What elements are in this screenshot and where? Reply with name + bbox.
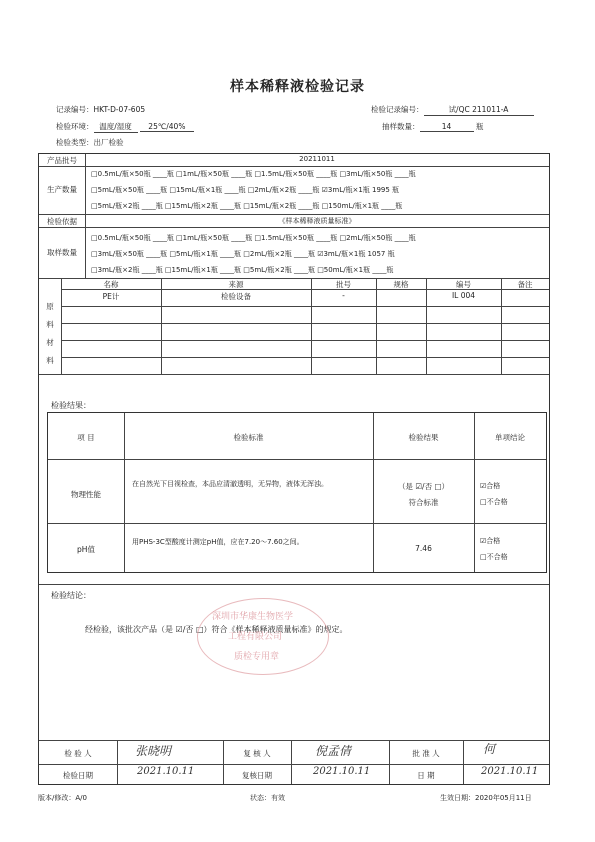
- result-item: 物理性能: [71, 490, 101, 499]
- materials-header-spec: 规格: [393, 280, 409, 289]
- materials-header-name: 名称: [103, 280, 119, 289]
- quality-seal: [197, 598, 329, 675]
- batch-label: 产品批号: [47, 156, 77, 165]
- approve-date-label: 日 期: [417, 771, 435, 780]
- page-title: 样本稀释液检验记录: [230, 79, 365, 95]
- sampling-quantity-row: [39, 227, 549, 279]
- materials-side-label: 原料材料: [46, 302, 54, 365]
- reviewer-label: 复 核 人: [243, 749, 271, 758]
- production-quantity-line: □0.5mL/瓶×50瓶 ____瓶 □1mL/瓶×50瓶 ____瓶 □1.5mL/瓶×50瓶 ____瓶 □3mL/瓶×50瓶 ____瓶: [91, 170, 416, 178]
- materials-header-source: 来源: [228, 280, 244, 289]
- result-conclusion-fail: □不合格: [480, 498, 508, 506]
- results-label: 检验结果：: [51, 401, 91, 410]
- sheet-number: [371, 104, 534, 116]
- result-value: （是 ☑/否 □）: [397, 482, 450, 491]
- materials-cell-source: 检验设备: [221, 292, 251, 301]
- result-standard: 用PHS-3C型酸度计测定pH值，应在7.20～7.60之间。: [132, 538, 304, 546]
- seal-text: 质检专用章: [234, 652, 280, 662]
- sampling-quantity-line: □0.5mL/瓶×50瓶 ____瓶 □1mL/瓶×50瓶 ____瓶 □1.5mL/瓶×50瓶 ____瓶 □2mL/瓶×50瓶 ____瓶: [91, 234, 416, 242]
- result-conclusion-pass: ☑合格: [480, 537, 501, 545]
- sampling-quantity-line: □3mL/瓶×2瓶 ____瓶 □15mL/瓶×1瓶 ____瓶 □5mL/瓶×2瓶 ____瓶 □50mL/瓶×1瓶 ____瓶: [91, 266, 394, 274]
- results-header-conclusion: 单项结论: [495, 433, 525, 442]
- results-header-result: 检验结果: [408, 433, 439, 442]
- materials-header-number: 编号: [456, 280, 471, 289]
- production-quantity-line: □5mL/瓶×2瓶 ____瓶 □15mL/瓶×2瓶 ____瓶 □15mL/瓶×2瓶 ____瓶 □150mL/瓶×1瓶 ____瓶: [91, 202, 403, 210]
- footer-status: 状态：有效: [250, 794, 285, 802]
- sample-quantity: [382, 121, 483, 132]
- record-number: [56, 104, 145, 115]
- sheet-number-label: 检验记录编号：: [371, 105, 424, 114]
- record-sheet: [38, 153, 550, 785]
- batch-value: 20211011: [299, 155, 335, 163]
- inspect-date-label: 检验日期: [63, 771, 93, 780]
- materials-cell-name: PE计: [102, 292, 120, 301]
- environment: [56, 121, 194, 133]
- materials-cell-batch: -: [342, 291, 345, 300]
- inspection-type-value: 出厂检验: [93, 138, 124, 147]
- production-quantity-row: [39, 166, 549, 215]
- review-date-label: 复核日期: [242, 771, 272, 780]
- basis-label: 检验依据: [47, 217, 77, 226]
- seal-text: 工程有限公司: [228, 632, 283, 642]
- environment-sub-label: 温度/湿度: [94, 121, 138, 133]
- materials-section: [39, 278, 549, 375]
- sheet-number-value: 试/QC 211011-A: [424, 104, 534, 116]
- results-header-item: 项 目: [77, 433, 95, 442]
- inspection-type: [56, 137, 124, 148]
- footer-effective-date: 生效日期：2020年05月11日: [440, 794, 532, 802]
- materials-header-remark: 备注: [517, 280, 533, 289]
- approve-date: 2021.10.11: [481, 766, 539, 777]
- materials-header-batch: 批号: [336, 280, 351, 289]
- inspector-label: 检 验 人: [64, 749, 92, 758]
- approver-label: 批 准 人: [412, 749, 440, 758]
- inspect-date: 2021.10.11: [137, 766, 195, 777]
- results-header-standard: 检验标准: [233, 433, 264, 442]
- results-table: [47, 412, 547, 573]
- environment-value: 25℃/40%: [140, 122, 194, 132]
- result-value: 7.46: [415, 544, 432, 553]
- materials-cell-number: IL 004: [451, 291, 476, 300]
- production-quantity-line: □5mL/瓶×50瓶 ____瓶 □15mL/瓶×1瓶 ____瓶 □2mL/瓶×2瓶 ____瓶 ☑3mL/瓶×1瓶 1995 瓶: [91, 186, 400, 194]
- result-item: pH值: [77, 545, 95, 554]
- result-value-note: 符合标准: [408, 498, 439, 507]
- review-date: 2021.10.11: [313, 766, 371, 777]
- sampling-quantity-label: 取样数量: [47, 248, 77, 257]
- result-conclusion-pass: ☑合格: [480, 482, 501, 490]
- inspector-signature: 张晓明: [135, 744, 172, 758]
- conclusion-text: 经检验，该批次产品（是 ☑/否 □）符合《样本稀释液质量标准》的规定。: [85, 625, 348, 634]
- result-conclusion-fail: □不合格: [480, 553, 508, 561]
- sample-quantity-value: 14: [420, 122, 474, 132]
- inspection-type-label: 检验类型：: [56, 138, 94, 147]
- record-number-label: 记录编号：: [56, 105, 94, 114]
- record-number-value: HKT-D-07-605: [93, 105, 146, 114]
- approver-signature: 何: [483, 742, 496, 756]
- conclusion-label: 检验结论：: [51, 591, 91, 600]
- sample-quantity-label: 抽样数量：: [382, 122, 420, 131]
- environment-label: 检验环境：: [56, 122, 94, 131]
- sample-quantity-unit: 瓶: [475, 122, 484, 131]
- production-quantity-label: 生产数量: [47, 185, 77, 194]
- footer-version: 版本/修改：A/0: [38, 794, 87, 802]
- result-standard: 在自然光下目视检查，本品应清澈透明，无异物，液体无浑浊。: [132, 480, 328, 488]
- basis-value: 《样本稀释液质量标准》: [278, 217, 356, 225]
- basis-row: [39, 214, 549, 228]
- reviewer-signature: 倪孟倩: [315, 744, 352, 758]
- sampling-quantity-line: □3mL/瓶×50瓶 ____瓶 □5mL/瓶×1瓶 ____瓶 □2mL/瓶×2瓶 ____瓶 ☑3mL/瓶×1瓶 1057 瓶: [91, 250, 395, 258]
- seal-text: 深圳市华康生物医学: [212, 612, 294, 622]
